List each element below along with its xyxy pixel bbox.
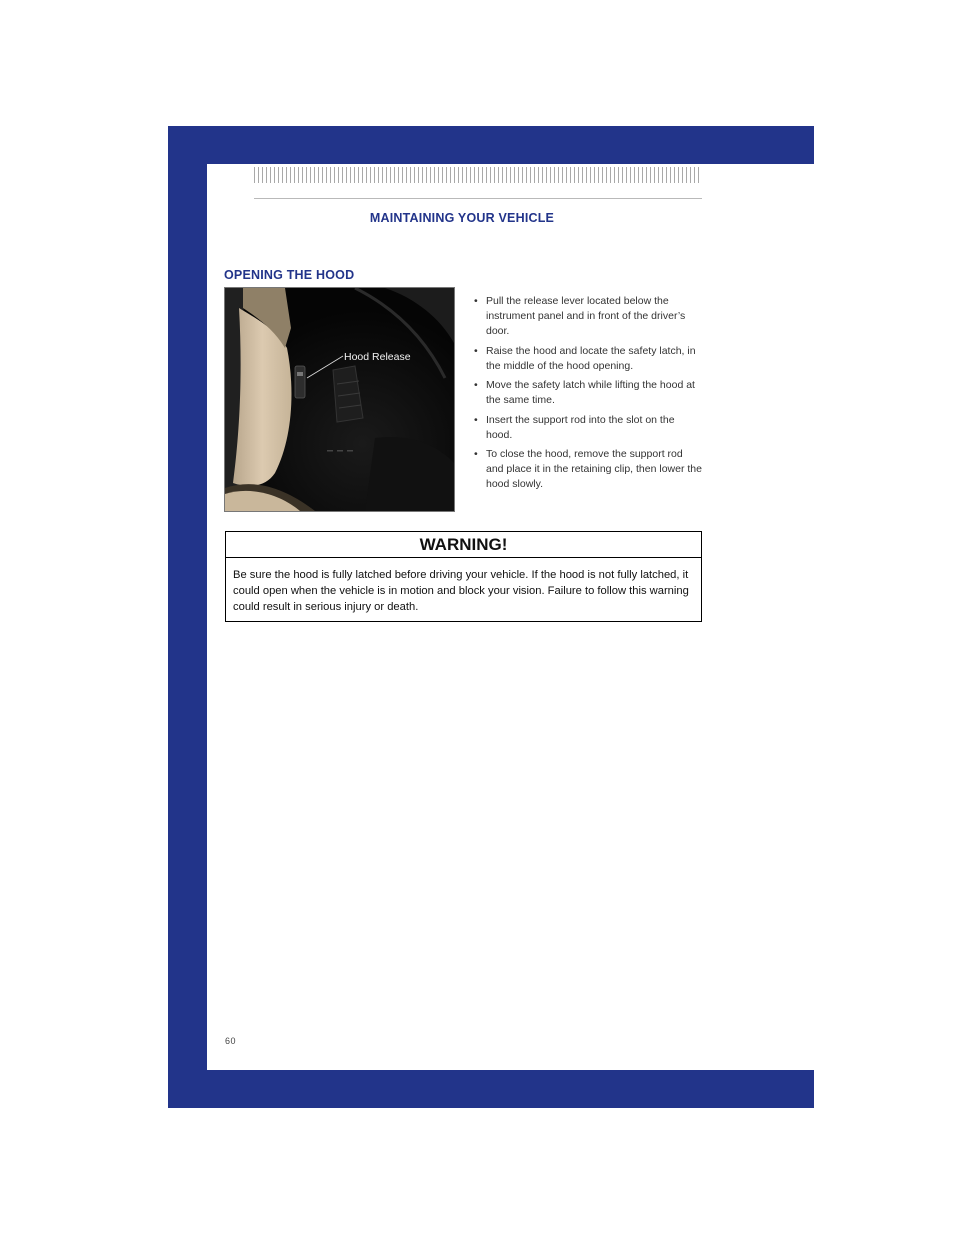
bullet-icon: • [474, 448, 478, 460]
page-frame-left [168, 126, 207, 1108]
bullet-icon: • [474, 379, 478, 391]
tick-rule-decoration [254, 167, 702, 183]
instruction-list [474, 294, 702, 497]
section-heading: OPENING THE HOOD [224, 268, 355, 282]
section-header-title: MAINTAINING YOUR VEHICLE [369, 211, 555, 225]
list-item: • To close the hood, remove the support rod and place it in the retaining clip, then lower the hood slowly. [474, 448, 702, 490]
bullet-icon: • [474, 344, 478, 357]
hood-release-callout: Hood Release [344, 351, 411, 363]
list-item: • Pull the release lever located below the instrument panel and in front of the driver’s door. [474, 295, 686, 337]
hood-release-photo [224, 287, 455, 512]
list-item: • Raise the hood and locate the safety latch, in the middle of the hood opening. [474, 344, 696, 372]
bullet-icon: • [474, 295, 478, 307]
list-item: • Move the safety latch while lifting the hood at the same time. [474, 379, 695, 406]
list-item: • Insert the support rod into the slot on the hood. [474, 413, 675, 441]
bullet-icon: • [474, 413, 478, 426]
warning-box [225, 531, 702, 622]
page-frame-top [168, 126, 814, 164]
page-frame-bottom [168, 1070, 814, 1108]
warning-body: Be sure the hood is fully latched before driving your vehicle. If the hood is not fully latched, it could open when the vehicle is in motion and block your vision. Failure to follow this warning could result in serious injury or death. [233, 569, 689, 613]
page-number: 60 [225, 1036, 237, 1046]
warning-title: WARNING! [226, 532, 701, 558]
header-divider [254, 198, 702, 199]
